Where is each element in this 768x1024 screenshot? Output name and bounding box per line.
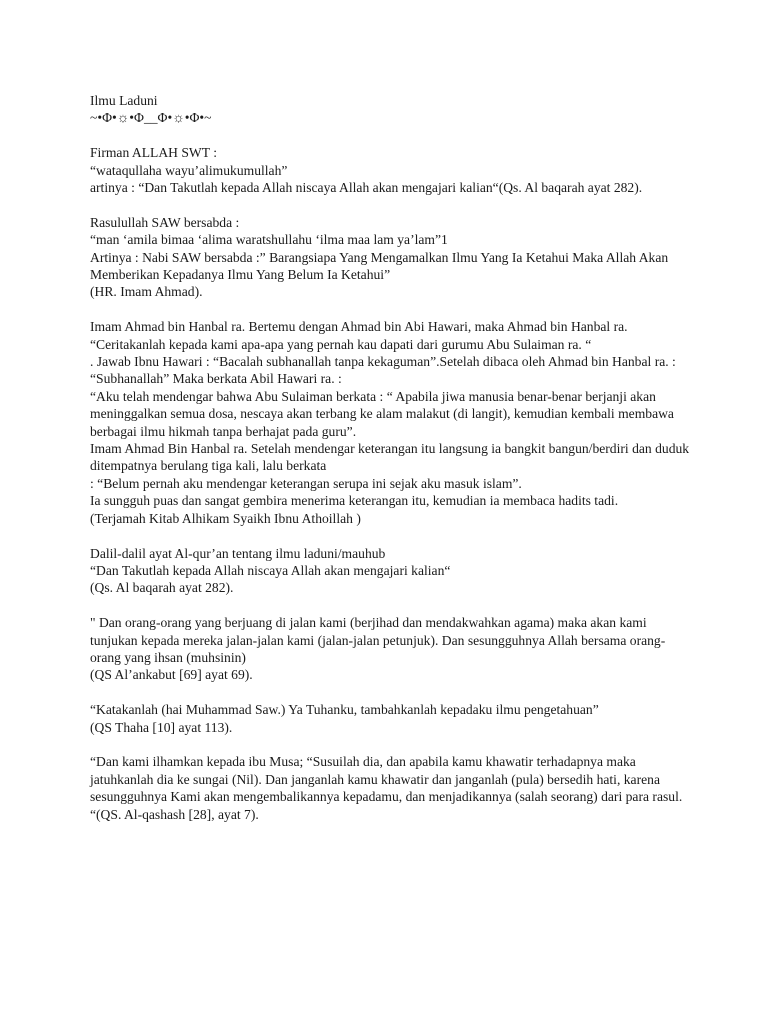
story-block [90, 318, 693, 527]
paragraph-line: " Dan orang-orang yang berjuang di jalan kami (berjihad dan mendakwahkan agama) maka akan kami tunjukan kepada mereka jalan-jalan kami (jalan-jalan petunjuk). Dan sesungguhnya Allah bersama orang-orang yang ihsan (muhsinin) [90, 615, 666, 665]
paragraph-line: artinya : “Dan Takutlah kepada Allah niscaya Allah akan mengajari kalian“(Qs. Al baqarah ayat 282). [90, 180, 643, 196]
dalil-block [90, 545, 690, 597]
decorative-divider: ~•Φ•☼•Φ__Φ•☼•Φ•~ [90, 110, 212, 126]
paragraph-line: (QS Thaha [10] ayat 113). [90, 719, 233, 735]
paragraph-line: Artinya : Nabi SAW bersabda :” Barangsiapa Yang Mengamalkan Ilmu Yang Ia Ketahui Maka Allah Akan Memberikan Kepadanya Ilmu Yang Belum Ia Ketahui” [90, 249, 672, 283]
hadith-block [90, 214, 690, 301]
document-page [90, 92, 693, 840]
document-title: Ilmu Laduni [90, 93, 158, 108]
paragraph-line: (Qs. Al baqarah ayat 282). [90, 580, 234, 596]
paragraph-line: “man ‘amila bimaa ‘alima waratshullahu ‘ilma maa lam ya’lam”1 [90, 232, 448, 248]
paragraph-line: “wataqullaha wayu’alimukumullah” [90, 162, 288, 178]
paragraph-line: Imam Ahmad bin Hanbal ra. Bertemu dengan Ahmad bin Abi Hawari, maka Ahmad bin Hanbal ra. [90, 319, 628, 335]
paragraph-line: “Dan kami ilhamkan kepada ibu Musa; “Susuilah dia, dan apabila kamu khawatir terhadapnya maka jatuhkanlah dia ke sungai (Nil). Dan janganlah kamu khawatir dan janganlah (pula) bersedih hati, karena sesungguhnya Kami akan mengembalikannya kepadamu, dan menjadikannya (salah seorang) dari para rasul. “(QS. Al-qashash [28], ayat 7). [90, 754, 686, 822]
paragraph-line: “Dan Takutlah kepada Allah niscaya Allah akan mengajari kalian“ [90, 562, 451, 578]
paragraph-line: “Ceritakanlah kepada kami apa-apa yang pernah kau dapati dari gurumu Abu Sulaiman ra. “ [90, 336, 592, 352]
paragraph-line: (QS Al’ankabut [69] ayat 69). [90, 667, 253, 683]
paragraph-line: (HR. Imam Ahmad). [90, 284, 203, 300]
paragraph-line: (Terjamah Kitab Alhikam Syaikh Ibnu Athoillah ) [90, 510, 361, 526]
paragraph-line: Imam Ahmad Bin Hanbal ra. Setelah mendengar keterangan itu langsung ia bangkit bangun/berdiri dan duduk ditempatnya berulang tiga kali, lalu berkata [90, 441, 693, 474]
firman-block [90, 144, 690, 196]
paragraph-line: “Aku telah mendengar bahwa Abu Sulaiman berkata : “ Apabila jiwa manusia benar-benar berjanji akan meninggalkan semua dosa, nescaya akan terbang ke alam malakut (di langit), kemudian kembali membawa berbagai ilmu hikmah tanpa berhajat pada guru”. [90, 388, 678, 439]
title-block [90, 92, 690, 127]
qashash-block [90, 753, 690, 823]
paragraph-line: Firman ALLAH SWT : [90, 145, 217, 161]
thaha-block [90, 701, 690, 736]
paragraph-line: Rasulullah SAW bersabda : [90, 214, 240, 230]
paragraph-line: Ia sungguh puas dan sangat gembira menerima keterangan itu, kemudian ia membaca hadits tadi. [90, 493, 619, 509]
paragraph-line: “Katakanlah (hai Muhammad Saw.) Ya Tuhanku, tambahkanlah kepadaku ilmu pengetahuan” [90, 702, 599, 718]
ankabut-block [90, 614, 690, 684]
paragraph-line: Dalil-dalil ayat Al-qur’an tentang ilmu laduni/mauhub [90, 545, 386, 561]
paragraph-line: . Jawab Ibnu Hawari : “Bacalah subhanallah tanpa kekaguman”.Setelah dibaca oleh Ahmad bin Hanbal ra. : “Subhanallah” Maka berkata Abil Hawari ra. : [90, 354, 680, 387]
paragraph-line: : “Belum pernah aku mendengar keterangan serupa ini sejak aku masuk islam”. [90, 475, 522, 491]
